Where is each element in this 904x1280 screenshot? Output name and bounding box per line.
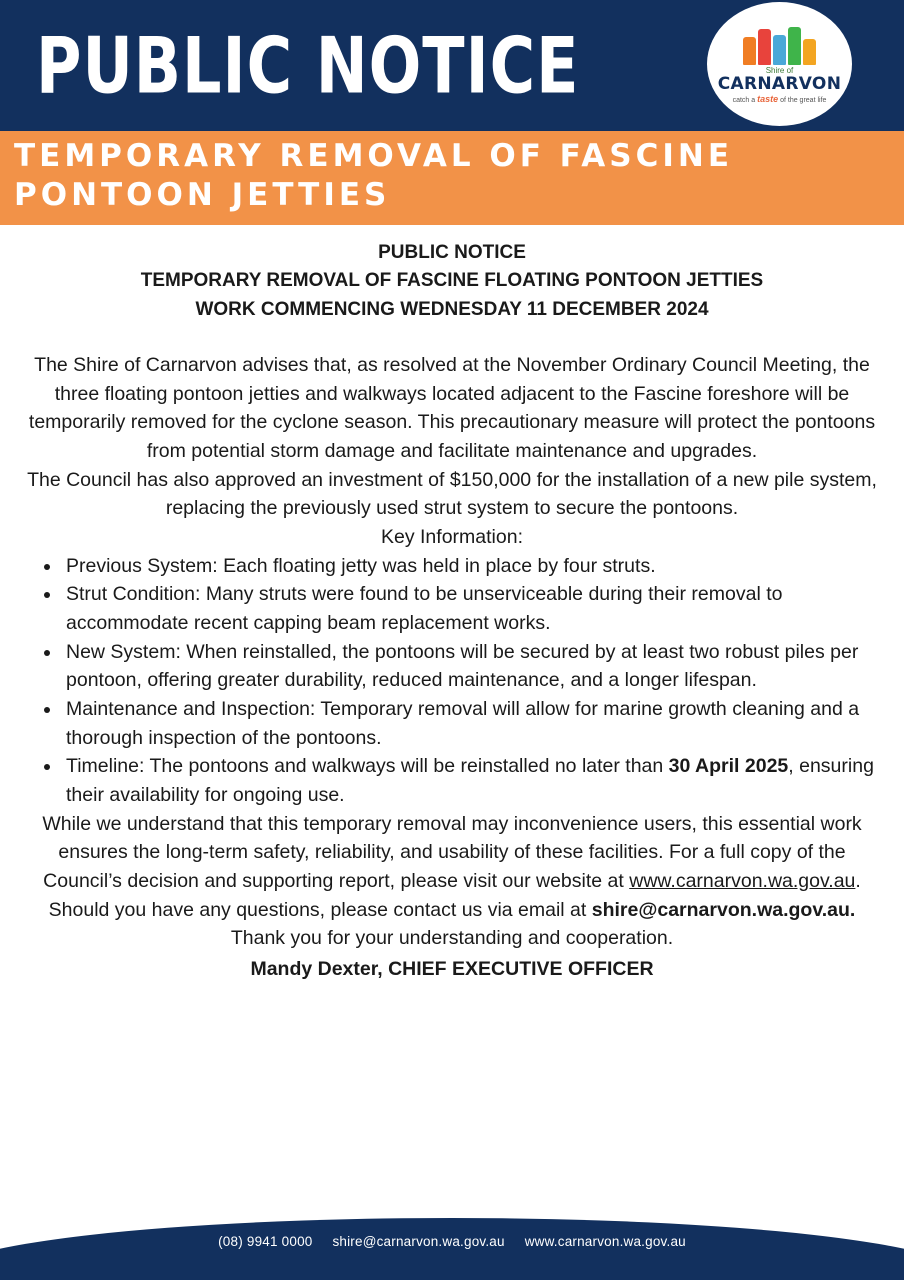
closing-text-part-1: While we understand that this temporary removal may inconvenience users, this essential work ensures the long-term safety, reliability, and usability of these facilities. For a full copy of the Council’s decision and supporting report, please visit our website at: [42, 812, 862, 892]
thank-you-text: Thank you for your understanding and cooperation.: [230, 927, 674, 950]
paragraph-closing: [22, 810, 882, 925]
list-item: • Maintenance and Inspection: Temporary removal will allow for marine growth cleaning and a thorough inspection of the pontoons.: [62, 695, 882, 752]
logo-tagline-pre: catch a: [732, 96, 756, 104]
list-item: • Previous System: Each floating jetty was held in place by four struts.: [62, 552, 882, 581]
notice-heading: [22, 239, 882, 326]
timeline-date: 30 April 2025: [668, 755, 789, 778]
timeline-prefix: Timeline: The pontoons and walkways will be reinstalled no later than: [66, 755, 669, 778]
page-footer: [0, 1218, 904, 1280]
notice-body: [0, 225, 904, 984]
shire-logo: [707, 2, 852, 126]
key-information-label: Key Information:: [381, 526, 523, 549]
page-title: PUBLIC NOTICE: [36, 19, 580, 111]
logo-mark-icon: [743, 25, 816, 65]
list-item-timeline: [62, 752, 882, 809]
logo-council-name: CARNARVON: [717, 73, 842, 94]
logo-tagline: [733, 95, 827, 104]
website-link[interactable]: www.carnarvon.wa.gov.au: [629, 869, 856, 892]
logo-tagline-accent: taste: [757, 93, 779, 104]
paragraph-investment: The Council has also approved an investment of $150,000 for the installation of a new pile system, replacing the previously used strut system to secure the pontoons.: [27, 468, 877, 520]
contact-email[interactable]: shire@carnarvon.wa.gov.au.: [591, 898, 856, 921]
footer-website[interactable]: www.carnarvon.wa.gov.au: [524, 1234, 686, 1249]
notice-heading-line-1: PUBLIC NOTICE: [378, 241, 526, 263]
footer-phone: (08) 9941 0000: [218, 1234, 313, 1249]
footer-email[interactable]: shire@carnarvon.wa.gov.au: [332, 1234, 505, 1249]
page-header: [0, 0, 904, 131]
timeline-suffix: , ensuring their availability for ongoing use.: [66, 755, 874, 806]
paragraph-intro: The Shire of Carnarvon advises that, as resolved at the November Ordinary Council Meeting, the three floating pontoon jetties and walkways located adjacent to the Fascine foreshore will be temporarily removed for the cyclone season. This precautionary measure will protect the pontoons from potential storm damage and facilitate maintenance and upgrades.: [28, 354, 876, 463]
list-item: • New System: When reinstalled, the pontoons will be secured by at least two robust piles per pontoon, offering greater durability, reduced maintenance, and a longer lifespan.: [62, 638, 882, 695]
signature-line: Mandy Dexter, CHIEF EXECUTIVE OFFICER: [250, 957, 654, 980]
logo-shire-of-label: Shire of: [765, 65, 794, 75]
notice-heading-line-3: WORK COMMENCING WEDNESDAY 11 DECEMBER 2024: [195, 299, 709, 321]
key-information-list: [22, 552, 882, 810]
notice-heading-line-2: TEMPORARY REMOVAL OF FASCINE FLOATING PONTOON JETTIES: [140, 270, 764, 292]
subject-banner-text: TEMPORARY REMOVAL OF FASCINE PONTOON JETTIES: [14, 138, 734, 213]
list-item: • Strut Condition: Many struts were found to be unserviceable during their removal to accommodate recent capping beam replacement works.: [62, 580, 882, 637]
footer-contact-details: [0, 1234, 904, 1249]
logo-tagline-post: of the great life: [780, 96, 827, 104]
subject-banner: [0, 131, 904, 225]
heading-spacer: [22, 325, 882, 351]
closing-text-part-2: . Should you have any questions, please contact us via email at: [48, 869, 861, 921]
footer-curve-shape: [0, 1218, 904, 1280]
